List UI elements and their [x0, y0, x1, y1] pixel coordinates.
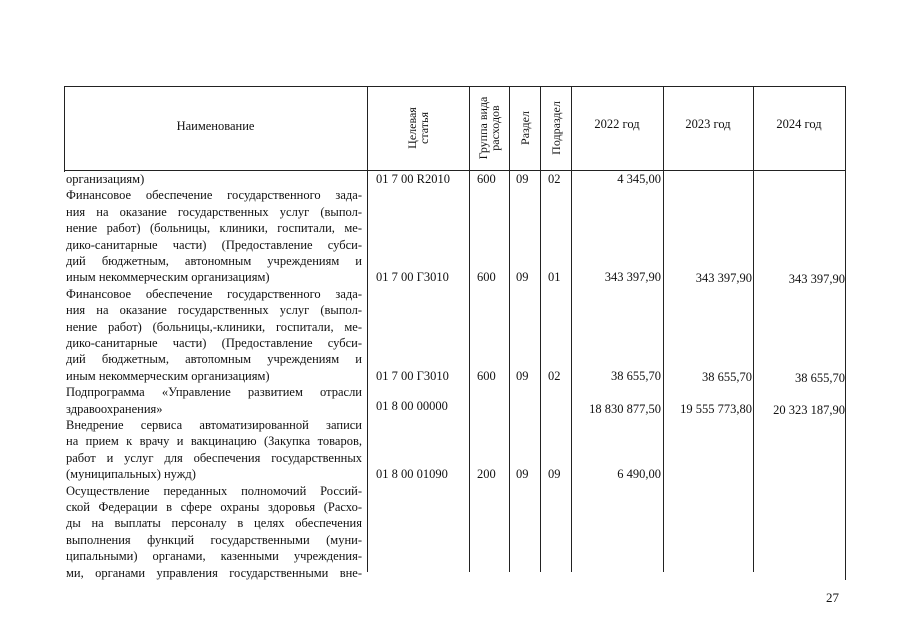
header-year-2023: 2023 год	[685, 117, 731, 131]
name-line: ния на оказание государственных услуг (выпол-	[66, 303, 362, 318]
cell-2024: 38 655,70	[795, 370, 845, 385]
name-line: ния на оказание государственных услуг (выпол-	[66, 204, 362, 219]
name-line: Внедрение сервиса автоматизированной записи	[66, 418, 362, 432]
header-name: Наименование	[176, 119, 255, 133]
header-year-2022: 2022 год	[594, 117, 640, 131]
name-line: нение работ) (больницы,-клиники, госпитали, ме-	[66, 319, 362, 334]
header-year-2024: 2024 год	[776, 117, 822, 131]
header-target-article: Целевая статья	[405, 107, 431, 149]
cell-subsection: 01	[548, 270, 561, 285]
cell-2023: 38 655,70	[702, 369, 752, 384]
header-expense-group: Группа вида расходов	[476, 96, 502, 160]
cell-2022: 4 345,00	[617, 172, 661, 186]
name-line: ми, органами управления государственными вне-	[66, 565, 362, 580]
cell-target-article: 01 7 00 Г3010	[376, 270, 449, 285]
name-line: нение работ) (больницы, клиники, госпитали, ме-	[66, 221, 362, 236]
name-line: дико-санитарные части) (Предоставление субси-	[66, 237, 362, 252]
page-number: 27	[826, 590, 839, 605]
cell-expense-group: 600	[477, 172, 496, 186]
name-line: Осуществление переданных полномочий Россий-	[66, 483, 362, 498]
column-divider	[663, 86, 664, 572]
cell-expense-group: 200	[477, 467, 496, 482]
name-line: дий бюджетным, автономным учреждениям и	[66, 254, 362, 268]
header-subsection: Подраздел	[549, 101, 563, 155]
cell-2023: 343 397,90	[695, 271, 752, 286]
column-divider	[753, 86, 754, 572]
name-line: ской Федерации в сфере охраны здоровья (Расхо-	[66, 500, 362, 514]
column-divider	[571, 86, 572, 572]
name-line: на прием к врачу и вакцинацию (Закупка товаров,	[66, 434, 362, 449]
cell-subsection: 02	[548, 172, 561, 186]
column-divider	[509, 86, 510, 572]
header-section: Раздел	[518, 111, 532, 145]
cell-subsection: 02	[548, 368, 561, 383]
cell-2024: 343 397,90	[788, 272, 845, 287]
name-line: здравоохранения»	[66, 401, 163, 416]
cell-2023: 19 555 773,80	[680, 401, 752, 416]
cell-expense-group: 600	[477, 270, 496, 285]
table-top-border	[64, 86, 846, 87]
name-line: иным некоммерческим организациям)	[66, 270, 270, 285]
column-divider	[367, 86, 368, 572]
name-line: выполнения функций государственными (муни-	[66, 532, 362, 547]
name-line: иным некоммерческим организациям)	[66, 368, 270, 383]
cell-2022: 6 490,00	[617, 467, 661, 482]
cell-subsection: 09	[548, 467, 561, 482]
column-divider	[540, 86, 541, 572]
cell-target-article: 01 7 00 R2010	[376, 172, 450, 186]
name-line: Подпрограмма «Управление развитием отрасли	[66, 385, 362, 400]
name-line: ды на выплаты персоналу в целях обеспечения	[66, 516, 362, 531]
cell-target-article: 01 8 00 01090	[376, 467, 448, 482]
cell-section: 09	[516, 368, 529, 383]
name-line: Финансовое обеспечение государственного зада-	[66, 286, 362, 301]
name-line: дико-санитарные части) (Предоставление субси-	[66, 336, 362, 350]
cell-2022: 343 397,90	[604, 270, 661, 285]
column-divider	[469, 86, 470, 572]
name-line: ципальными) органами, казенными учреждения-	[66, 549, 362, 564]
cell-target-article: 01 7 00 Г3010	[376, 368, 449, 383]
cell-section: 09	[516, 467, 529, 482]
cell-section: 09	[516, 270, 529, 285]
cell-section: 09	[516, 172, 529, 186]
cell-target-article: 01 8 00 00000	[376, 398, 448, 413]
cell-expense-group: 600	[477, 368, 496, 383]
name-line: организациям)	[66, 172, 145, 186]
cell-2024: 20 323 187,90	[773, 402, 845, 417]
name-line: работ и услуг для обеспечения государственных	[66, 450, 362, 465]
table-right-border	[845, 86, 846, 580]
name-line: (муниципальных) нужд)	[66, 467, 196, 482]
name-line: Финансовое обеспечение государственного зада-	[66, 188, 362, 203]
cell-2022: 38 655,70	[611, 368, 661, 383]
cell-2022: 18 830 877,50	[589, 401, 661, 416]
name-line: дий бюджетным, автоπомным учреждениям и	[66, 352, 362, 367]
